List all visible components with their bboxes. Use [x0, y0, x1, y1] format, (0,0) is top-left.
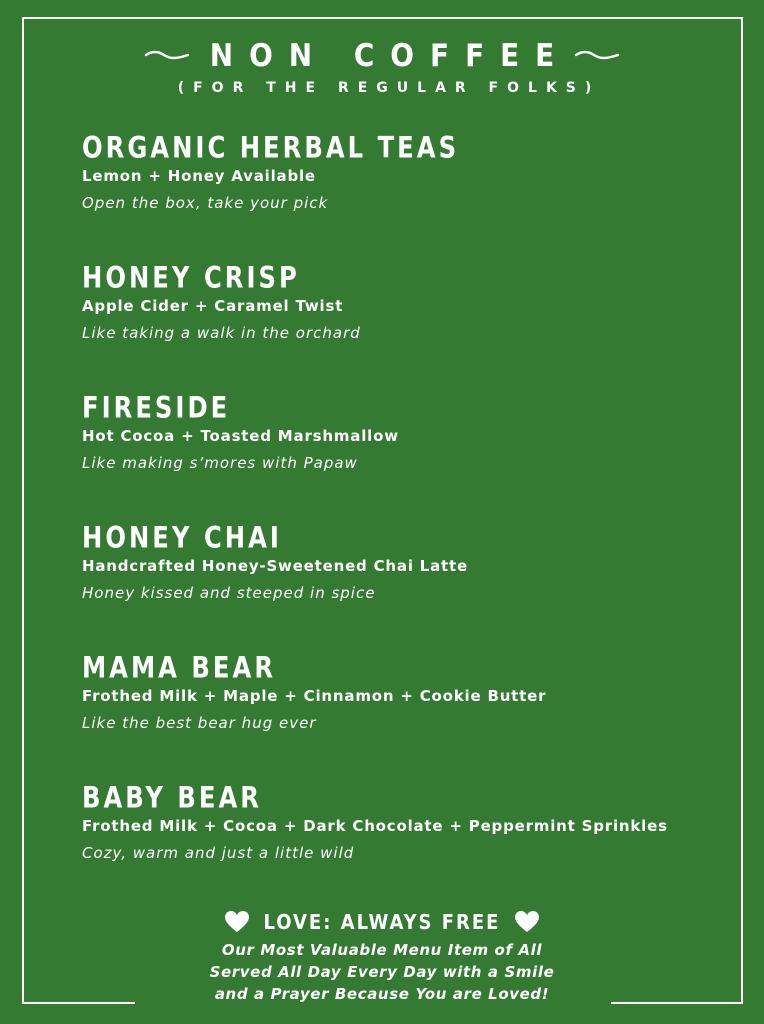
menu-item-organic-herbal-teas [82, 130, 722, 260]
frame-top-border [22, 17, 743, 19]
menu-header [0, 36, 764, 98]
love-line: Our Most Valuable Menu Item of All [221, 941, 543, 959]
menu-item-name: HONEY CRISP [82, 261, 300, 296]
menu-item-name: HONEY CHAI [82, 521, 282, 556]
frame-left-border [22, 17, 24, 1004]
menu-item-tagline: Like taking a walk in the orchard [82, 324, 361, 342]
love-line: Served All Day Every Day with a Smile [209, 963, 555, 981]
frame-right-border [741, 17, 743, 1004]
menu-item-ingredients: Hot Cocoa + Toasted Marshmallow [82, 427, 399, 445]
menu-item-tagline: Open the box, take your pick [82, 194, 329, 212]
menu-item-name: FIRESIDE [82, 391, 231, 426]
menu-item-ingredients: Frothed Milk + Cocoa + Dark Chocolate + Peppermint Sprinkles [82, 817, 668, 835]
menu-item-ingredients: Apple Cider + Caramel Twist [82, 297, 344, 315]
menu-item-tagline: Like making s’mores with Papaw [82, 454, 358, 472]
swoosh-right-icon [574, 49, 620, 63]
love-title-row [0, 906, 764, 938]
swoosh-left-icon [144, 49, 190, 63]
menu-item-name: MAMA BEAR [82, 651, 277, 686]
menu-list [82, 130, 722, 910]
menu-item-tagline: Honey kissed and steeped in spice [82, 584, 376, 602]
menu-item-ingredients: Frothed Milk + Maple + Cinnamon + Cookie Butter [82, 687, 547, 705]
heart-icon [514, 910, 540, 934]
heart-icon [224, 910, 250, 934]
page-title: NON COFFEE [209, 38, 571, 74]
love-title: LOVE: ALWAYS FREE [263, 910, 501, 934]
love-section [0, 906, 764, 1004]
page-subtitle: (FOR THE REGULAR FOLKS) [177, 80, 601, 96]
menu-item-honey-chai [82, 520, 722, 650]
menu-item-mama-bear [82, 650, 722, 780]
menu-item-fireside [82, 390, 722, 520]
menu-item-baby-bear [82, 780, 722, 910]
title-row [0, 36, 764, 76]
menu-item-honey-crisp [82, 260, 722, 390]
menu-item-ingredients: Lemon + Honey Available [82, 167, 316, 185]
menu-item-name: BABY BEAR [82, 781, 262, 816]
menu-item-ingredients: Handcrafted Honey-Sweetened Chai Latte [82, 557, 468, 575]
menu-item-tagline: Cozy, warm and just a little wild [82, 844, 355, 862]
love-line: and a Prayer Because You are Loved! [214, 985, 550, 1003]
menu-item-tagline: Like the best bear hug ever [82, 714, 317, 732]
menu-item-name: ORGANIC HERBAL TEAS [82, 131, 460, 166]
